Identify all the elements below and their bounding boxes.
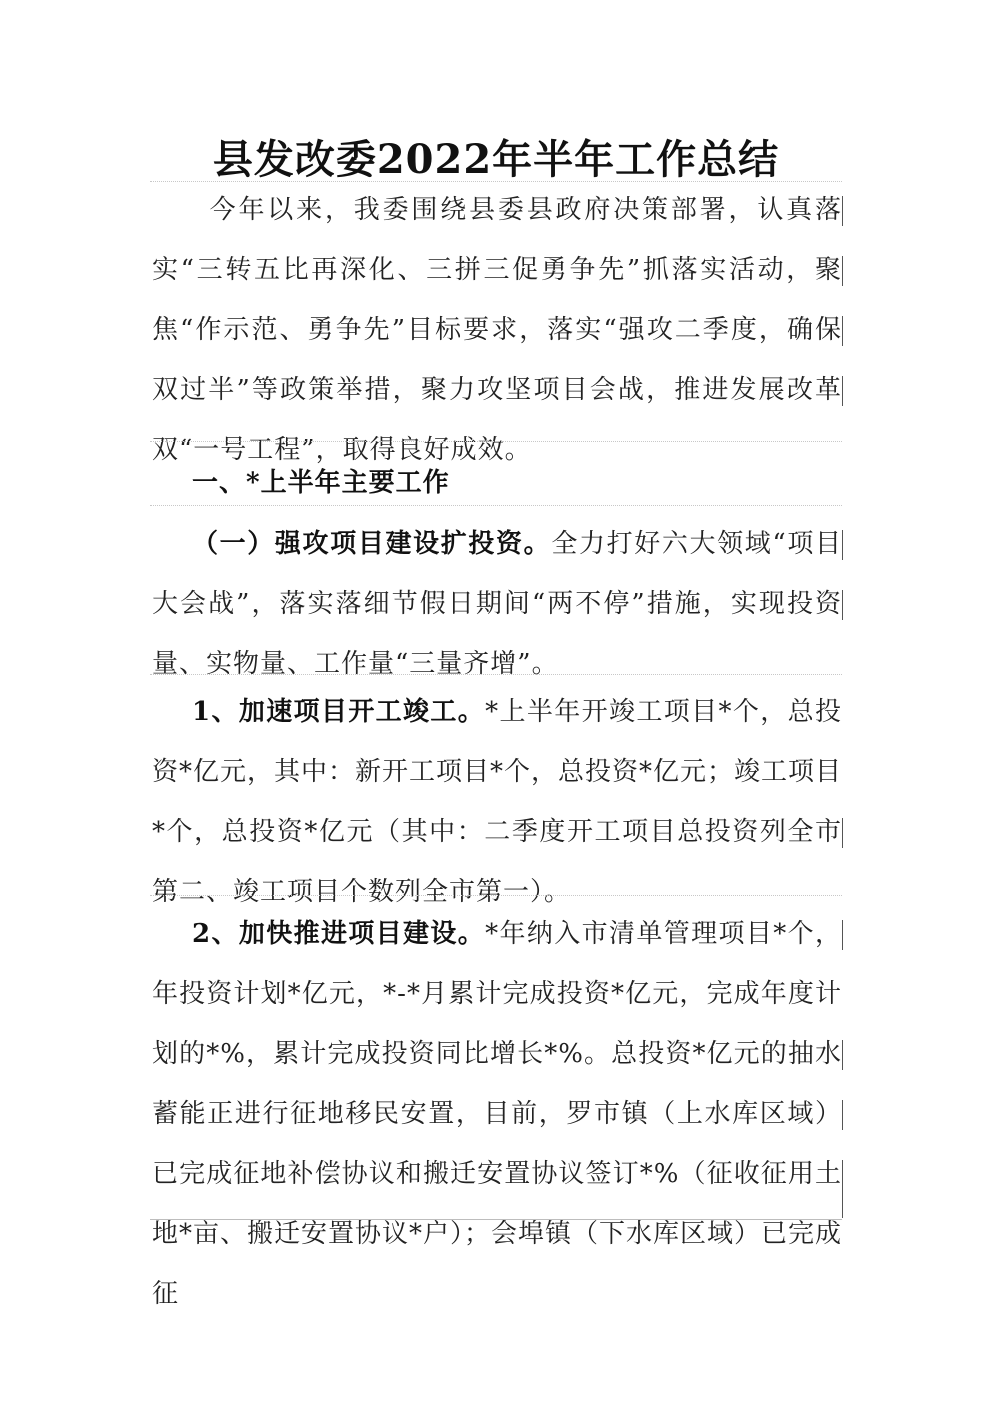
item-2-lead: 2、加快推进项目建设。 bbox=[192, 919, 486, 949]
margin-marker bbox=[842, 196, 843, 226]
divider bbox=[150, 895, 842, 896]
subsection-paragraph bbox=[152, 514, 842, 694]
item-paragraph-2 bbox=[152, 904, 842, 1324]
margin-marker bbox=[842, 818, 843, 848]
intro-paragraph: 今年以来，我委围绕县委县政府决策部署，认真落实“三转五比再深化、三拼三促勇争先”抓落实活动，聚焦“作示范、勇争先”目标要求，落实“强攻二季度，确保双过半”等政策举措，聚力攻坚项目会战，推进发展改革双“一号工程”，取得良好成效。 bbox=[152, 195, 842, 465]
margin-marker bbox=[842, 1160, 843, 1190]
margin-marker bbox=[842, 1040, 843, 1070]
page-bottom-rule bbox=[150, 1219, 842, 1220]
margin-marker bbox=[842, 316, 843, 346]
margin-marker bbox=[842, 1100, 843, 1130]
margin-marker bbox=[842, 920, 843, 950]
subsection-lead: （一）强攻项目建设扩投资。 bbox=[192, 529, 552, 559]
item-paragraph-1 bbox=[152, 682, 842, 922]
divider bbox=[150, 441, 842, 442]
item-1-body: *上半年开竣工项目*个，总投资*亿元，其中：新开工项目*个，总投资*亿元；竣工项目*个，总投资*亿元（其中：二季度开工项目总投资列全市第二、竣工项目个数列全市第一）。 bbox=[152, 697, 843, 907]
divider bbox=[150, 505, 842, 506]
margin-marker bbox=[842, 256, 843, 286]
margin-marker bbox=[842, 590, 843, 620]
subsection-body: 全力打好六大领域“项目大会战”，落实落细节假日期间“两不停”措施，实现投资量、实物量、工作量“三量齐增”。 bbox=[152, 529, 842, 679]
margin-marker bbox=[842, 1188, 843, 1218]
section-heading: 一、*上半年主要工作 bbox=[192, 468, 450, 498]
item-2-body: *年纳入市清单管理项目*个，年投资计划*亿元，*-*月累计完成投资*亿元，完成年度计划的*%，累计完成投资同比增长*%。总投资*亿元的抽水蓄能正进行征地移民安置，目前，罗市镇（上水库区域）已完成征地补偿协议和搬迁安置协议签订*%（征收征用土地*亩、搬迁安置协议*户）；会埠镇（下水库区域）已完成征 bbox=[152, 919, 843, 1309]
document-title: 县发改委2022年半年工作总结 bbox=[212, 136, 780, 183]
divider bbox=[150, 674, 842, 675]
margin-marker bbox=[842, 376, 843, 406]
margin-marker bbox=[842, 530, 843, 560]
item-1-lead: 1、加速项目开工竣工。 bbox=[192, 697, 486, 727]
